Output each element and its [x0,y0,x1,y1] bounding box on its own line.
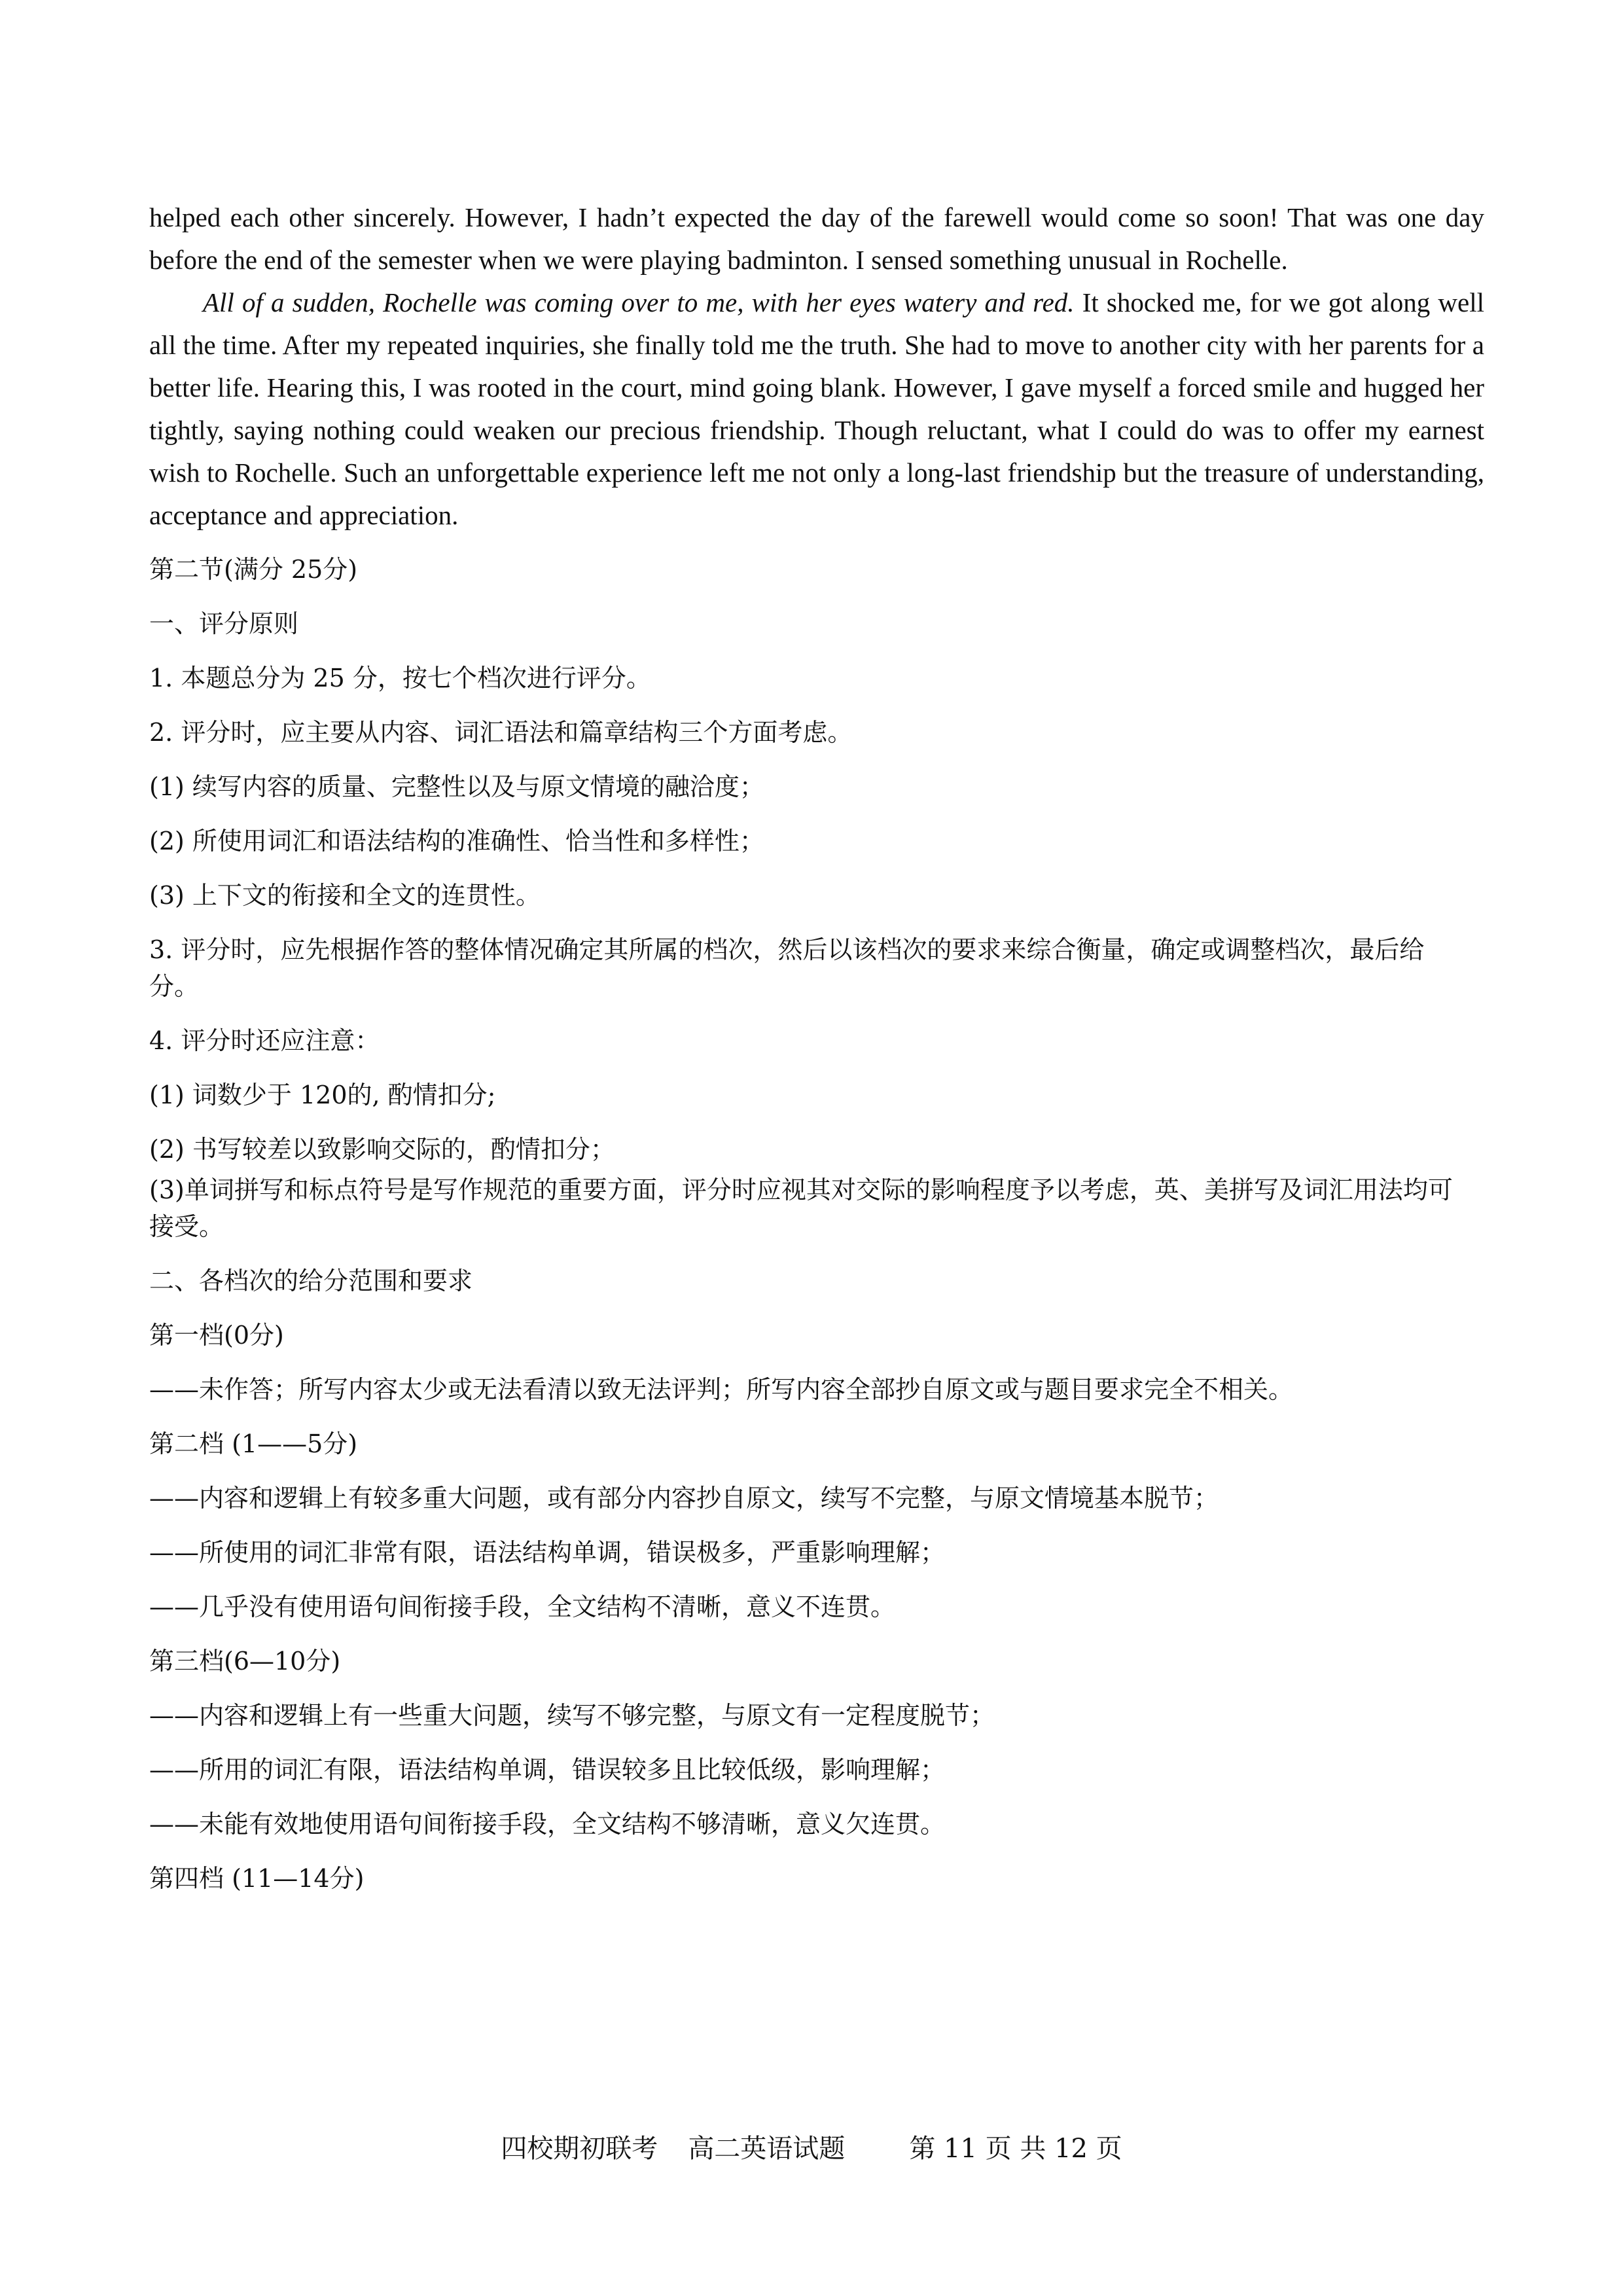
principle-2: 2. 评分时，应主要从内容、词汇语法和篇章结构三个方面考虑。 [149,718,853,747]
level-2-criterion-1: ——内容和逻辑上有较多重大问题，或有部分内容抄自原文，续写不完整，与原文情境基本脱节； [149,1484,1219,1513]
principle-4-item-1: (1) 词数少于 120的, 酌情扣分; [149,1081,496,1109]
principle-4-item-2: (2) 书写较差以致影响交际的，酌情扣分； [149,1135,615,1164]
levels-heading: 二、各档次的给分范围和要求 [149,1266,473,1295]
level-2-criterion-3: ——几乎没有使用语句间衔接手段，全文结构不清晰，意义不连贯。 [149,1592,896,1621]
level-2-criterion-2: ——所使用的词汇非常有限，语法结构单调，错误极多，严重影响理解； [149,1538,946,1567]
level-1-criterion: ——未作答；所写内容太少或无法看清以致无法评判；所写内容全部抄自原文或与题目要求完全不相关。 [149,1375,1294,1404]
footer-subject: 高二英语试题 [688,2134,846,2164]
level-3-criterion-2: ——所用的词汇有限，语法结构单调，错误较多且比较低级，影响理解； [149,1755,946,1784]
passage-paragraph-2 [149,281,1484,537]
level-2-title: 第二档 (1——5分) [149,1429,358,1458]
level-4-title: 第四档 (11—14分) [149,1864,365,1893]
footer-page-number: 第 11 页 共 12 页 [909,2134,1122,2164]
principle-4-item-3: (3)单词拼写和标点符号是写作规范的重要方面，评分时应视其对交际的影响程度予以考虑，英、美拼写及词汇用法均可接受。 [149,1175,1453,1241]
level-3-title: 第三档(6—10分) [149,1647,341,1676]
footer-exam-name: 四校期初联考 [501,2134,658,2164]
principle-2-item-3: (3) 上下文的衔接和全文的连贯性。 [149,881,541,910]
passage-italic-sentence: All of a sudden, Rochelle was coming over to me, with her eyes watery and red. [203,287,1075,317]
principle-3: 3. 评分时，应先根据作答的整体情况确定其所属的档次，然后以该档次的要求来综合衡量，确定或调整档次，最后给分。 [149,935,1425,1001]
principle-2-item-2: (2) 所使用词汇和语法结构的准确性、恰当性和多样性； [149,827,764,855]
passage-paragraph-1: helped each other sincerely. However, I hadn’t expected the day of the farewell would come so soon! That was one day before the end of the semester when we were playing badminton. I sensed something unusual in Rochelle. [149,202,1484,275]
level-3-criterion-1: ——内容和逻辑上有一些重大问题，续写不够完整，与原文有一定程度脱节； [149,1701,995,1730]
level-3-criterion-3: ——未能有效地使用语句间衔接手段，全文结构不够清晰，意义欠连贯。 [149,1810,946,1839]
principles-heading: 一、评分原则 [149,609,299,638]
principle-2-item-1: (1) 续写内容的质量、完整性以及与原文情境的融洽度； [149,772,764,801]
level-1-title: 第一档(0分) [149,1321,284,1350]
principle-4: 4. 评分时还应注意： [149,1026,380,1055]
principle-1: 1. 本题总分为 25 分，按七个档次进行评分。 [149,664,651,692]
page-footer [0,2130,1623,2167]
section-title: 第二节(满分 25分) [149,555,358,584]
passage-paragraph-2-text: It shocked me, for we got along well all the time. After my repeated inquiries, she finally told me the truth. She had to move to another city with her parents for a better life. Hearing this, I was rooted in the court, mind going blank. However, I gave myself a forced smile and hugged her tightly, saying nothing could weaken our precious friendship. Though reluctant, what I could do was to offer my earnest wish to Rochelle. Such an unforgettable experience left me not only a long-last friendship but the treasure of understanding, acceptance and appreciation. [149,287,1484,530]
document-body [149,196,1484,1914]
